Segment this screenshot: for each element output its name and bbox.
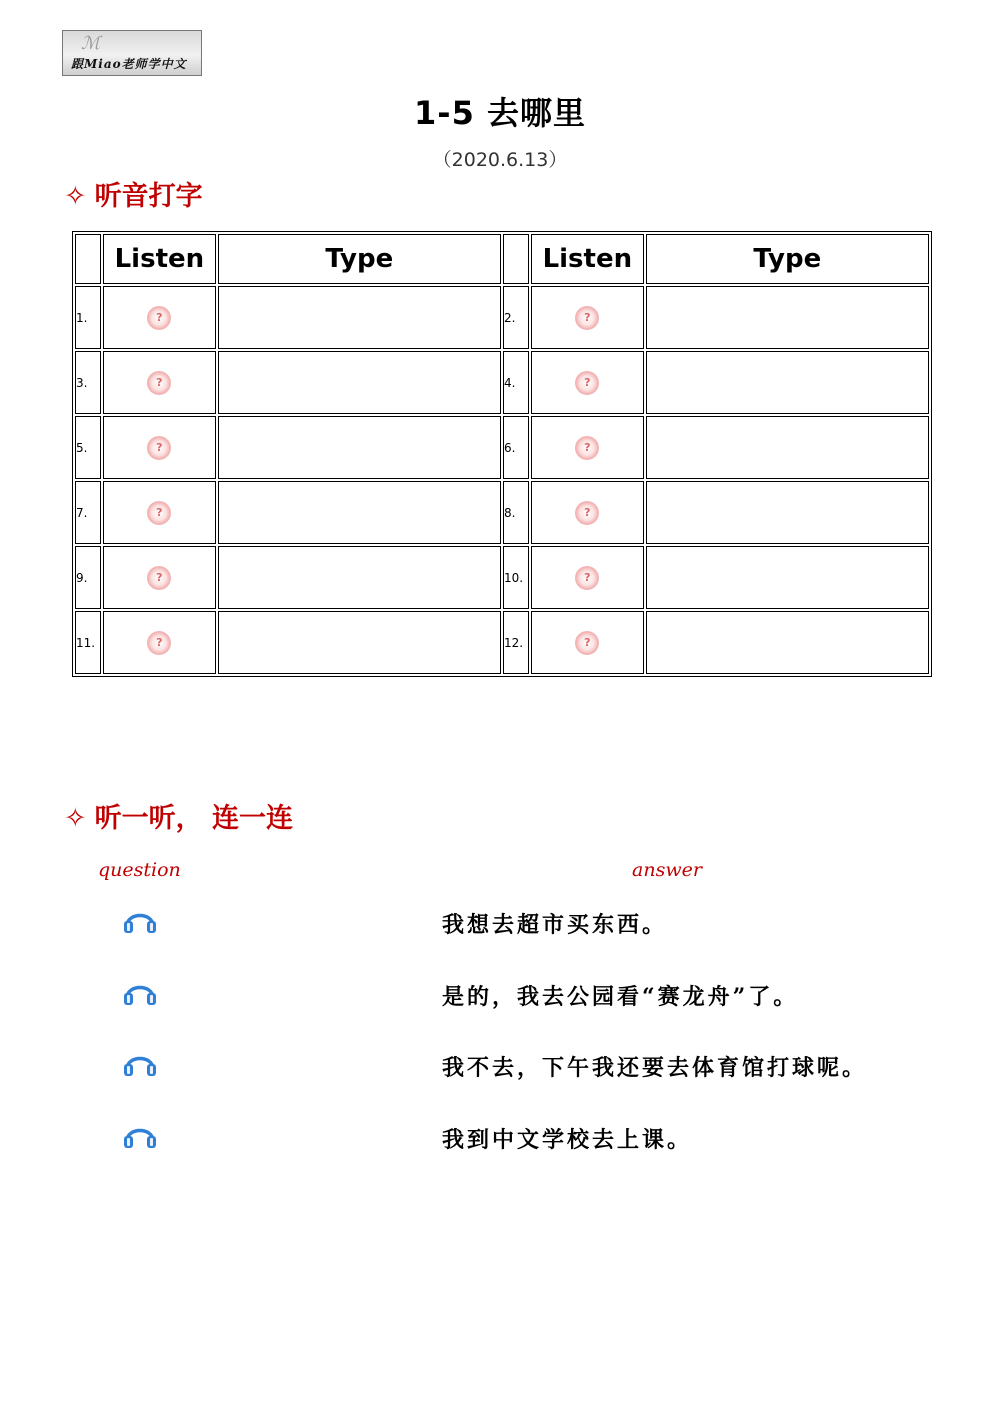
table-header-row [75, 234, 929, 284]
logo-mark-icon: ℳ [81, 33, 101, 54]
audio-play-icon[interactable] [147, 436, 171, 460]
type-answer-field[interactable] [218, 286, 501, 349]
logo [62, 30, 202, 76]
header-type: Type [646, 234, 929, 284]
listen-cell [103, 481, 216, 544]
type-answer-field[interactable] [646, 286, 929, 349]
table-row [75, 286, 929, 349]
headphones-icon[interactable] [122, 1049, 158, 1077]
header-listen: Listen [103, 234, 216, 284]
listen-cell [103, 546, 216, 609]
answer-option[interactable]: 我到中文学校去上课。 [442, 1126, 693, 1153]
play-glyph-icon: ? [584, 440, 591, 454]
item-number: 12. [503, 611, 529, 674]
audio-play-icon[interactable] [575, 501, 599, 525]
section-heading-listen-match [64, 796, 293, 835]
audio-play-icon[interactable] [575, 566, 599, 590]
item-number: 6. [503, 416, 529, 479]
item-number: 3. [75, 351, 101, 414]
type-answer-field[interactable] [646, 351, 929, 414]
type-answer-field[interactable] [646, 416, 929, 479]
play-glyph-icon: ? [156, 635, 163, 649]
play-glyph-icon: ? [584, 375, 591, 389]
headphones-icon[interactable] [122, 978, 158, 1006]
header-blank [75, 234, 101, 284]
item-number: 10. [503, 546, 529, 609]
play-glyph-icon: ? [156, 440, 163, 454]
table-row [75, 481, 929, 544]
answer-label: answer [632, 859, 702, 881]
page-title: 1-5 去哪里 [414, 94, 586, 132]
page-date: （2020.6.13） [432, 149, 568, 171]
item-number: 5. [75, 416, 101, 479]
item-number: 2. [503, 286, 529, 349]
play-glyph-icon: ? [156, 310, 163, 324]
question-label: question [98, 859, 181, 881]
listen-cell [531, 546, 644, 609]
type-answer-field[interactable] [646, 611, 929, 674]
headphones-icon[interactable] [122, 906, 158, 934]
type-answer-field[interactable] [646, 546, 929, 609]
type-answer-field[interactable] [218, 481, 501, 544]
play-glyph-icon: ? [156, 505, 163, 519]
audio-play-icon[interactable] [147, 566, 171, 590]
play-glyph-icon: ? [584, 635, 591, 649]
item-number: 11. [75, 611, 101, 674]
audio-play-icon[interactable] [575, 631, 599, 655]
listen-cell [531, 351, 644, 414]
play-glyph-icon: ? [584, 505, 591, 519]
type-answer-field[interactable] [218, 416, 501, 479]
listen-type-table [72, 231, 932, 677]
listen-cell [103, 416, 216, 479]
listen-cell [103, 351, 216, 414]
table-row [75, 416, 929, 479]
answer-option[interactable]: 我不去，下午我还要去体育馆打球呢。 [442, 1055, 868, 1081]
audio-play-icon[interactable] [147, 371, 171, 395]
item-number: 8. [503, 481, 529, 544]
audio-play-icon[interactable] [147, 631, 171, 655]
type-answer-field[interactable] [646, 481, 929, 544]
type-answer-field[interactable] [218, 611, 501, 674]
headphones-icon[interactable] [122, 1121, 158, 1149]
listen-cell [531, 416, 644, 479]
answer-option[interactable]: 我想去超市买东西。 [442, 912, 668, 938]
item-number: 7. [75, 481, 101, 544]
table-row [75, 611, 929, 674]
audio-play-icon[interactable] [575, 436, 599, 460]
logo-text: 跟Miao老师学中文 [71, 57, 187, 71]
table-row [75, 546, 929, 609]
type-answer-field[interactable] [218, 546, 501, 609]
audio-play-icon[interactable] [147, 306, 171, 330]
header-type: Type [218, 234, 501, 284]
listen-cell [103, 286, 216, 349]
item-number: 1. [75, 286, 101, 349]
type-answer-field[interactable] [218, 351, 501, 414]
play-glyph-icon: ? [584, 570, 591, 584]
play-glyph-icon: ? [156, 570, 163, 584]
section-heading-text: 听一听， 连一连 [94, 803, 294, 834]
listen-cell [103, 611, 216, 674]
listen-cell [531, 286, 644, 349]
star-icon: ✧ [64, 803, 87, 834]
answer-option[interactable]: 是的，我去公园看“赛龙舟”了。 [442, 983, 799, 1010]
header-blank [503, 234, 529, 284]
section-heading-listen-type [64, 174, 203, 213]
table-row [75, 351, 929, 414]
section-heading-text: 听音打字 [94, 181, 203, 212]
listen-cell [531, 611, 644, 674]
audio-play-icon[interactable] [575, 306, 599, 330]
play-glyph-icon: ? [156, 375, 163, 389]
listen-cell [531, 481, 644, 544]
audio-play-icon[interactable] [575, 371, 599, 395]
play-glyph-icon: ? [584, 310, 591, 324]
item-number: 9. [75, 546, 101, 609]
star-icon: ✧ [64, 181, 87, 212]
item-number: 4. [503, 351, 529, 414]
header-listen: Listen [531, 234, 644, 284]
audio-play-icon[interactable] [147, 501, 171, 525]
